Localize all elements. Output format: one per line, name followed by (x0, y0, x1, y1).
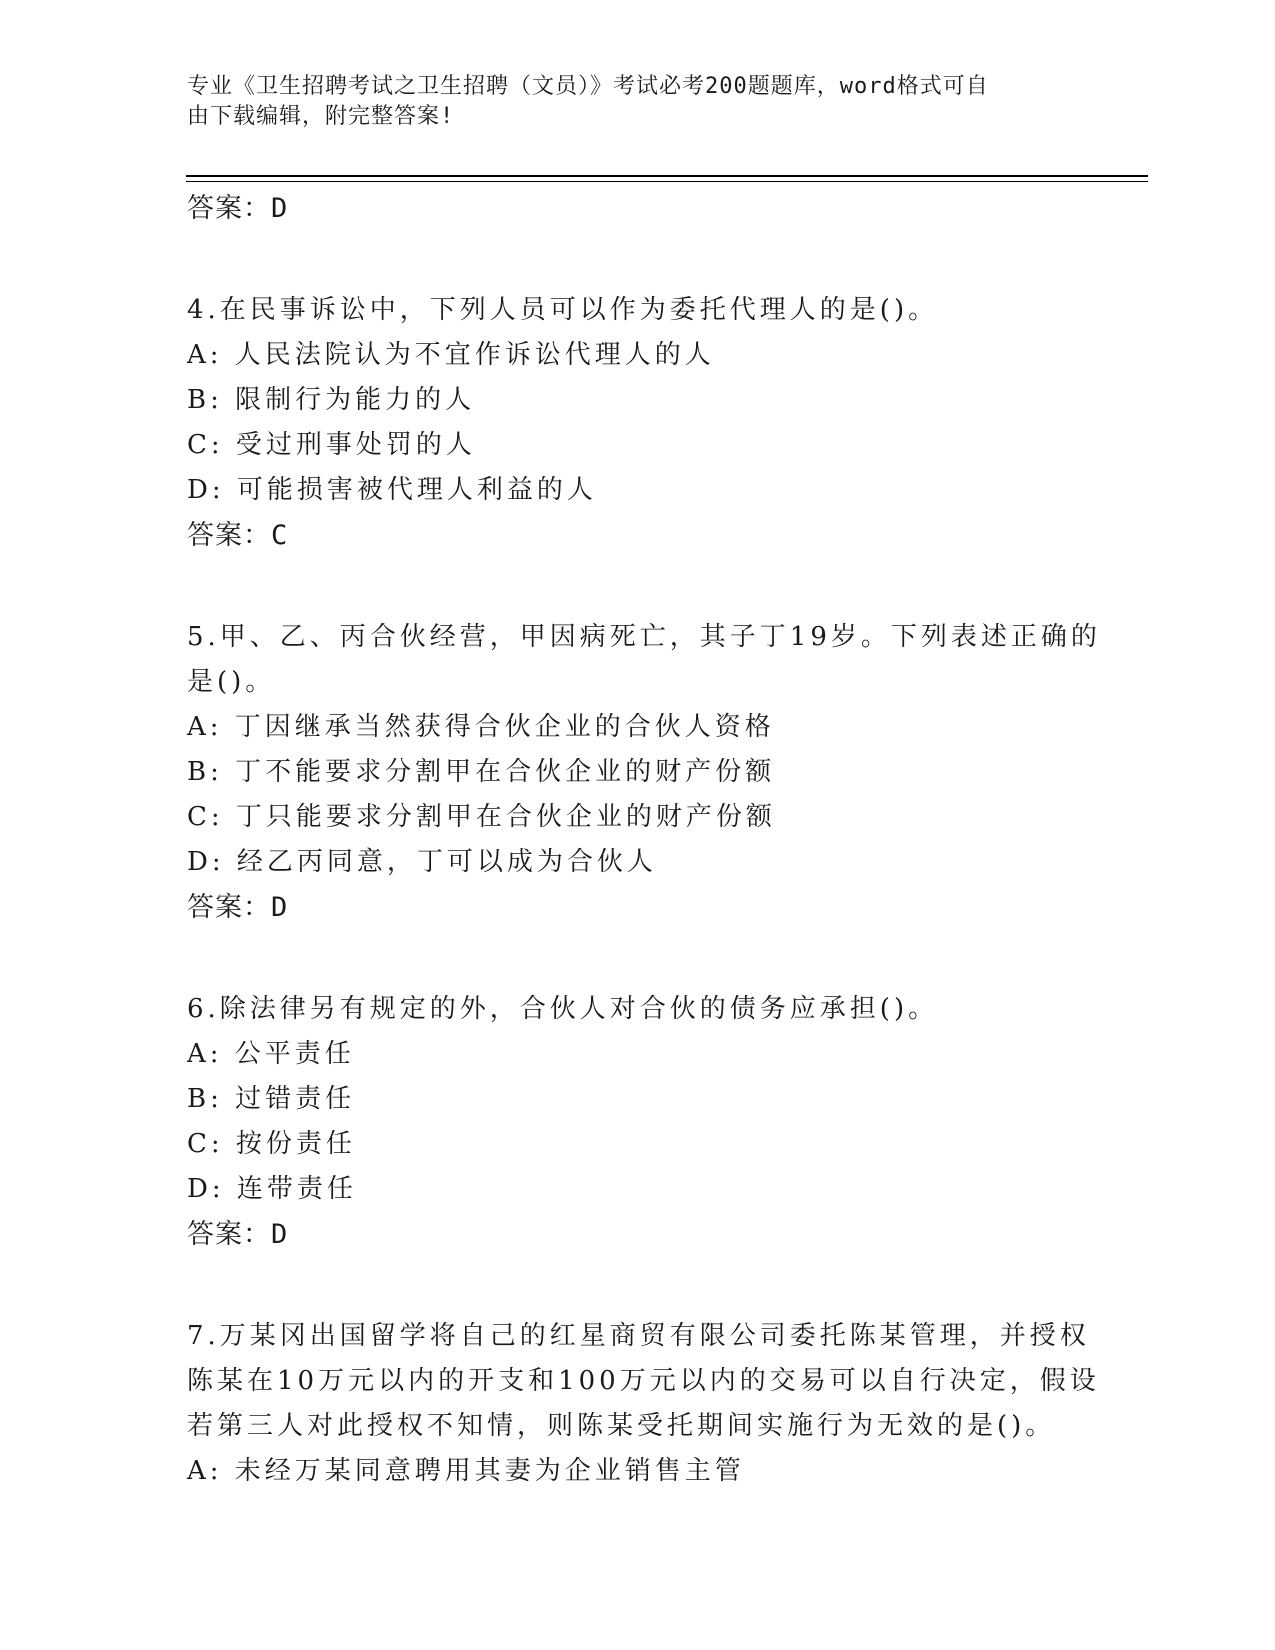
option-a: A: 未经万某同意聘用其妻为企业销售主管 (187, 1456, 745, 1486)
question-stem-cont: 若第三人对此授权不知情，则陈某受托期间实施行为无效的是()。 (187, 1411, 1056, 1441)
header-line-1: 专业《卫生招聘考试之卫生招聘（文员）》考试必考200题题库，word格式可自 (187, 74, 989, 99)
option-a: A: 丁因继承当然获得合伙企业的合伙人资格 (187, 712, 775, 742)
answer-line (187, 513, 1087, 559)
question-stem: 4.在民事诉讼中，下列人员可以作为委托代理人的是()。 (187, 295, 939, 325)
answer-label: 答案： (187, 1219, 271, 1250)
question-stem: 7.万某冈出国留学将自己的红星商贸有限公司委托陈某管理，并授权 (187, 1321, 1090, 1351)
answer-line (187, 885, 1087, 931)
question-stem: 5.甲、乙、丙合伙经营，甲因病死亡，其子丁19岁。下列表述正确的 (187, 622, 1101, 652)
answer-label: 答案： (187, 193, 271, 224)
option-a: A: 人民法院认为不宜作诉讼代理人的人 (187, 340, 715, 370)
answer-label: 答案： (187, 520, 271, 551)
answer-value: C (271, 520, 289, 551)
option-a: A: 公平责任 (187, 1039, 355, 1069)
option-d: D: 经乙丙同意，丁可以成为合伙人 (187, 847, 657, 877)
spacer (187, 232, 1087, 288)
option-d: D: 可能损害被代理人利益的人 (187, 475, 597, 505)
header-line-2: 由下载编辑，附完整答案! (187, 104, 455, 129)
option-c: C: 受过刑事处罚的人 (187, 430, 476, 460)
answer-line (187, 1212, 1087, 1258)
answer-value: D (271, 1219, 289, 1250)
option-b: B: 过错责任 (187, 1084, 356, 1114)
option-c: C: 丁只能要求分割甲在合伙企业的财产份额 (187, 802, 776, 832)
document-header (187, 72, 1067, 132)
question-block (187, 615, 1101, 931)
option-d: D: 连带责任 (187, 1174, 357, 1204)
option-b: B: 限制行为能力的人 (187, 385, 476, 415)
spacer (187, 1258, 1087, 1314)
answer-value: D (271, 193, 289, 224)
answer-value: D (271, 892, 289, 923)
option-c: C: 按份责任 (187, 1129, 356, 1159)
document-body (187, 186, 1101, 1494)
answer-line (187, 186, 1087, 232)
question-block (187, 1314, 1100, 1494)
question-stem-cont: 是()。 (187, 667, 276, 697)
header-divider-thin (186, 181, 1148, 182)
question-stem-cont: 陈某在10万元以内的开支和100万元以内的交易可以自行决定，假设 (187, 1366, 1100, 1396)
spacer (187, 559, 1087, 615)
question-block (187, 288, 1087, 559)
option-b: B: 丁不能要求分割甲在合伙企业的财产份额 (187, 757, 776, 787)
header-divider-thick (186, 175, 1148, 177)
answer-label: 答案： (187, 892, 271, 923)
question-block (187, 987, 1087, 1258)
question-stem: 6.除法律另有规定的外，合伙人对合伙的债务应承担()。 (187, 994, 939, 1024)
spacer (187, 931, 1087, 987)
